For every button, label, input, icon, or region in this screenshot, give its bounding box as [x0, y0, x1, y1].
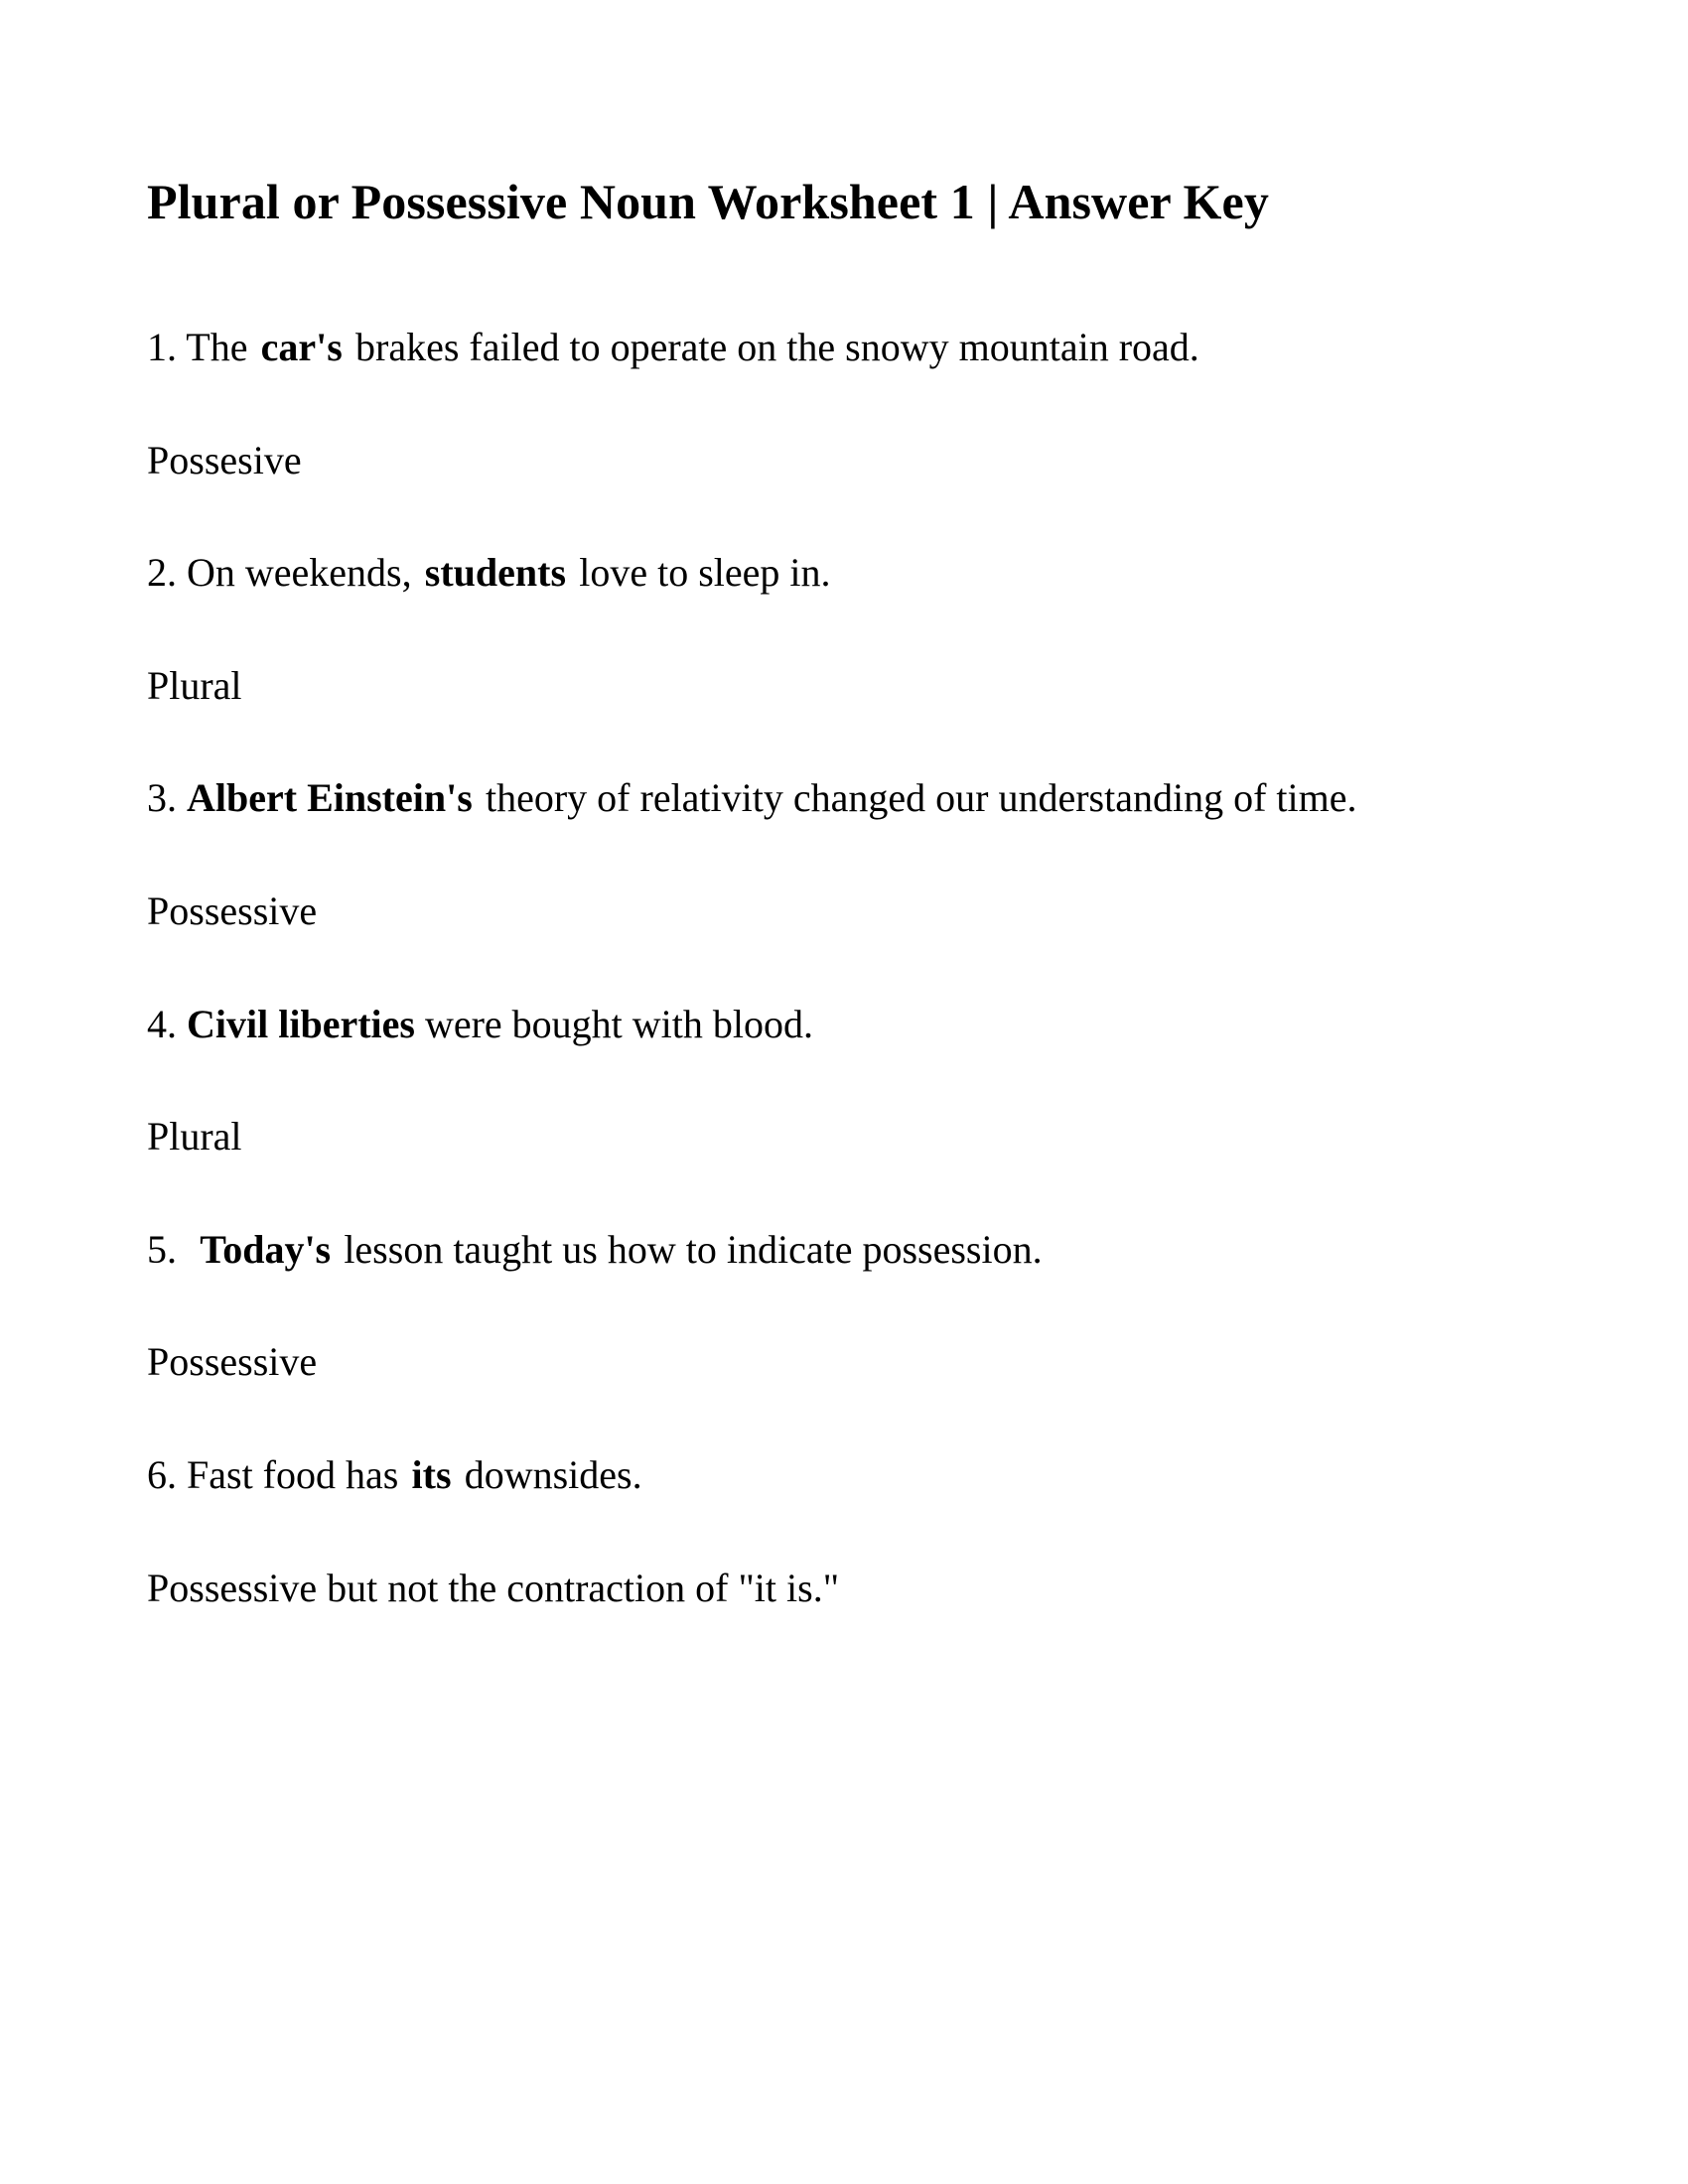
question-block-6 [147, 1448, 1549, 1614]
question-block-2 [147, 546, 1549, 712]
question-number-1: 1. [147, 325, 177, 369]
question-answer-word-5: Today's [200, 1226, 332, 1272]
question-answer-word-6: its [411, 1451, 452, 1497]
question-text-5 [147, 1223, 1527, 1277]
question-pre-1: The [186, 325, 248, 369]
question-text-6 [147, 1448, 1527, 1502]
question-post-4: were bought with blood. [424, 1001, 814, 1046]
question-answer-word-1: car's [260, 325, 343, 369]
question-answer-word-4: Civil liberties [187, 1001, 415, 1046]
question-number-3: 3. [147, 775, 177, 821]
question-pre-2: On weekends, [187, 550, 412, 596]
question-number-2: 2. [147, 550, 177, 596]
question-number-4: 4. [147, 1001, 177, 1046]
question-text-4 [147, 998, 1527, 1051]
question-text-2 [147, 546, 1527, 600]
answer-text-4: Plural [147, 1114, 242, 1160]
question-text-1 [147, 321, 1527, 374]
question-answer-word-3: Albert Einstein's [187, 775, 473, 821]
answer-text-1: Possesive [147, 437, 302, 482]
question-block-1 [147, 321, 1549, 486]
answer-text-3: Possessive [147, 887, 318, 933]
question-answer-word-2: students [424, 550, 567, 596]
question-post-2: love to sleep in. [579, 550, 831, 596]
question-number-5: 5. [147, 1226, 177, 1272]
page-title: Plural or Possessive Noun Worksheet 1 | Answer Key [147, 174, 1269, 229]
question-block-3 [147, 771, 1549, 937]
question-text-3 [147, 771, 1527, 825]
question-post-3: theory of relativity changed our understanding of time. [485, 775, 1357, 821]
answer-text-2: Plural [147, 662, 242, 708]
question-block-5 [147, 1223, 1549, 1389]
question-pre-6: Fast food has [187, 1451, 399, 1497]
question-number-6: 6. [147, 1451, 177, 1497]
question-post-1: brakes failed to operate on the snowy mountain road. [355, 325, 1199, 369]
question-post-5: lesson taught us how to indicate possession. [344, 1226, 1043, 1272]
answer-text-5: Possessive [147, 1339, 318, 1385]
answer-text-6: Possessive but not the contraction of "it is." [147, 1565, 840, 1610]
question-block-4 [147, 998, 1549, 1163]
question-post-6: downsides. [464, 1451, 642, 1497]
